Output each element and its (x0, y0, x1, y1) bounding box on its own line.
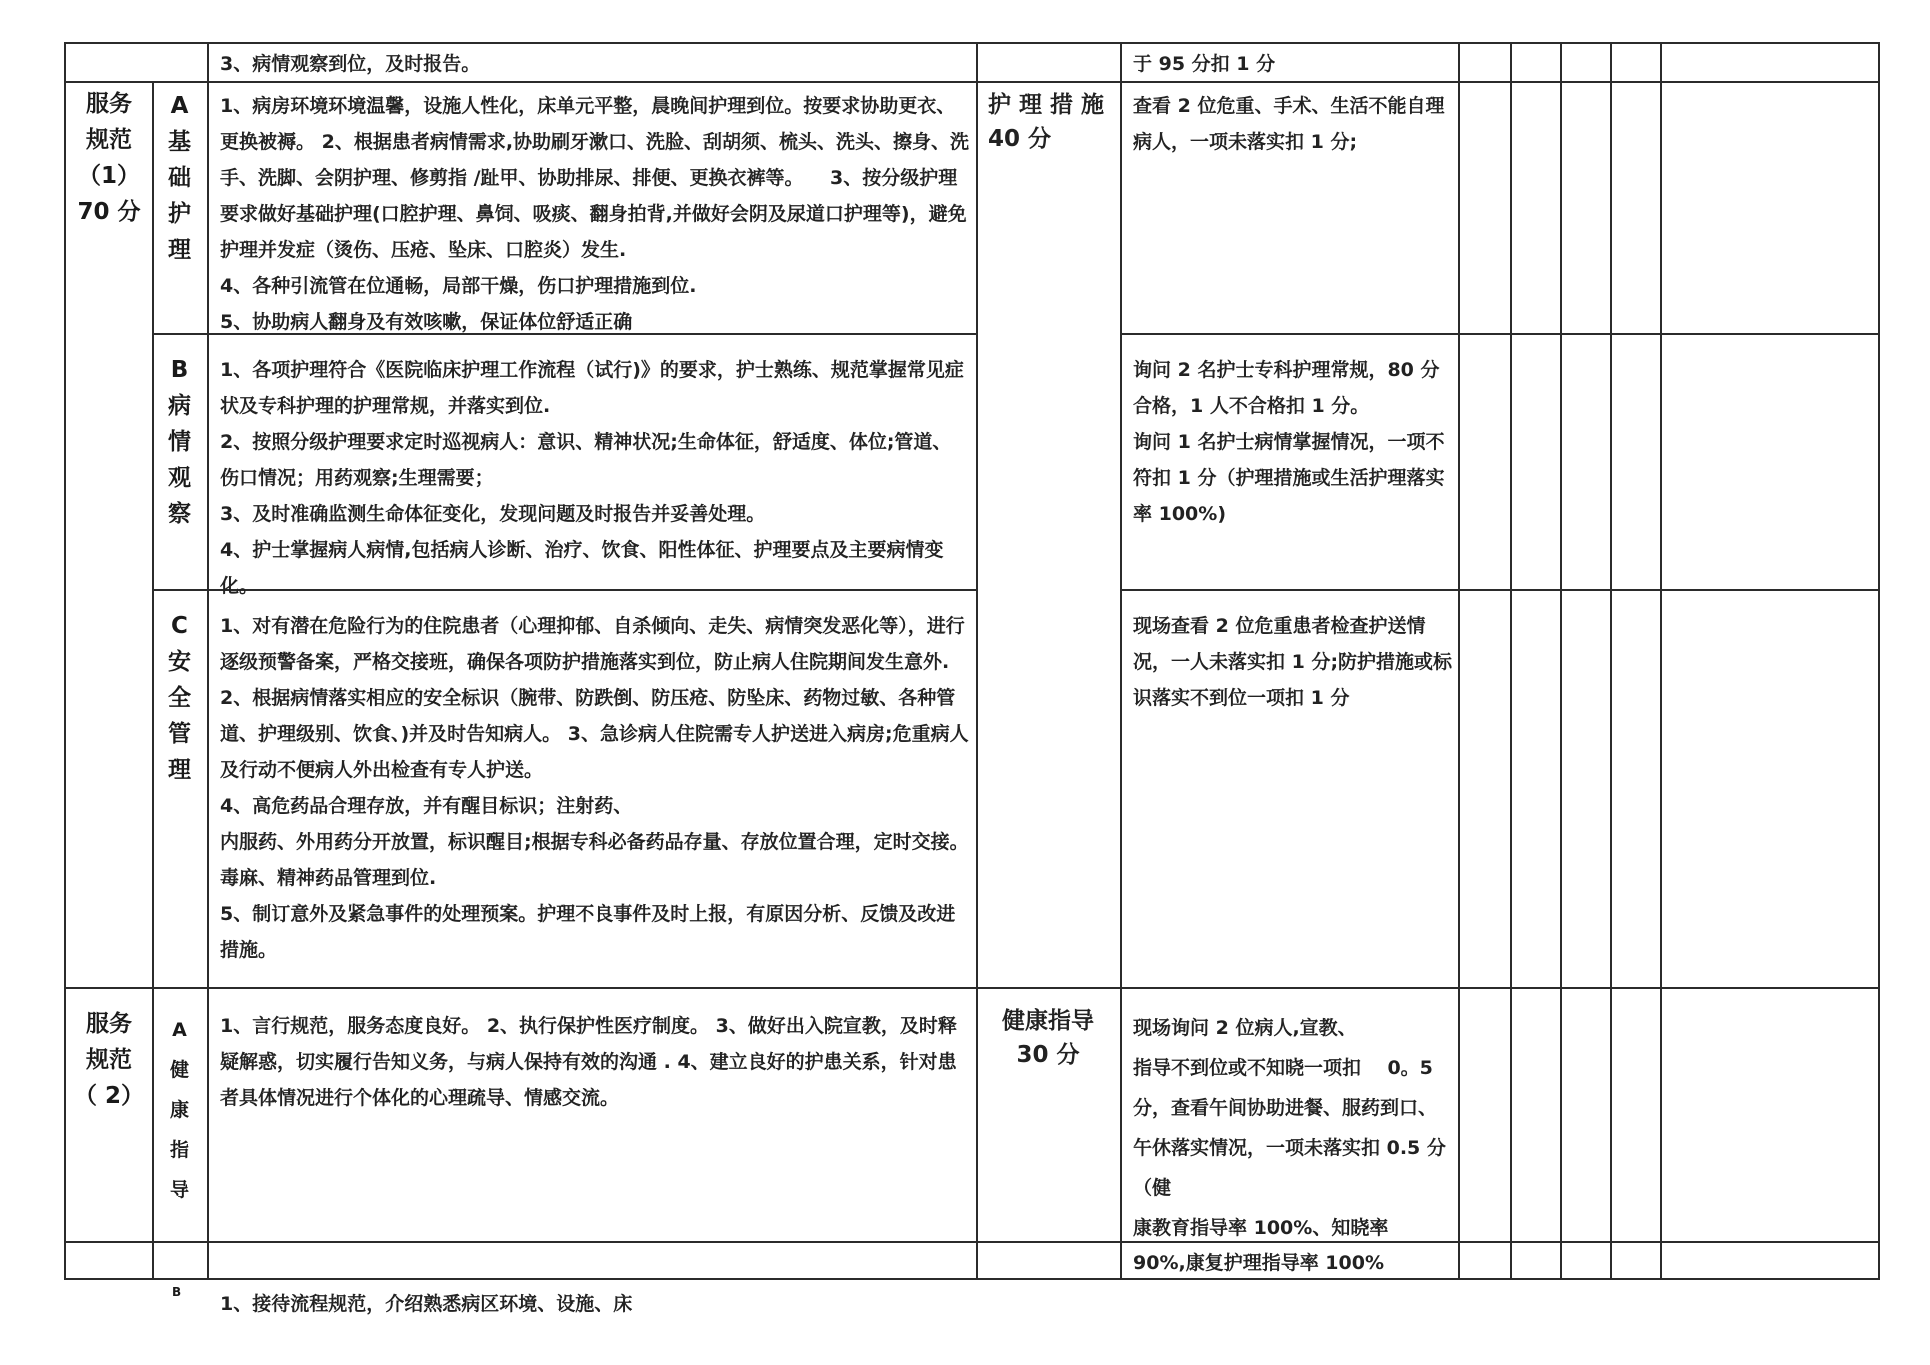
row0-content: 3、病情观察到位，及时报告。 (220, 53, 481, 75)
row-c-content: 1、对有潜在危险行为的住院患者（心理抑郁、自杀倾向、走失、病情突发恶化等），进行逐级预警备案，严格交接班，确保各项防护措施落实到位，防止病人住院期间发生意外. 2、根据病情落实相应的安全标识（腕带、防跌倒、防压疮、防坠床、药物过敏、各种管道、护理级别、饮食、)并及时告知病人。 3、急诊病人住院需专人护送进入病房;危重病人及行动不便病人外出检查有专人护送。 4、高危药品合理存放，并有醒目标识；注射药、 内服药、外用药分开放置，标识醒目;根据专科必备药品存量、存放位置合理，定时交接。毒麻、精神药品管理到位. 5、制订意外及紧急事件的处理预案。护理不良事件及时上报，有原因分析、反馈及改进措施。 (220, 615, 969, 961)
table-rule (64, 1278, 1880, 1280)
table-rule (1560, 42, 1562, 1279)
table-rule (1120, 589, 1880, 591)
table-rule (1878, 42, 1880, 1279)
table-rule (64, 987, 1880, 989)
footer-content: 1、接待流程规范，介绍熟悉病区环境、设施、床 (220, 1293, 633, 1315)
row-b-subcategory: B 病 情 观 察 (168, 357, 191, 527)
row-b-content: 1、各项护理符合《医院临床护理工作流程（试行)》的要求，护士熟练、规范掌握常见症状及专科护理的护理常规，并落实到位. 2、按照分级护理要求定时巡视病人：意识、精神状况;生命体征，舒适度、体位;管道、伤口情况；用药观察;生理需要； 3、及时准确监测生命体征变化，发现问题及时报告并妥善处理。 4、护士掌握病人病情,包括病人诊断、治疗、饮食、阳性体征、护理要点及主要病情变化。 (220, 359, 964, 597)
table-rule (1458, 42, 1460, 1279)
row-c-subcategory: C 安 全 管 理 (168, 613, 191, 783)
table-rule (976, 42, 978, 1279)
health-content: 1、言行规范，服务态度良好。 2、执行保护性医疗制度。 3、做好出入院宣教，及时释疑解惑，切实履行告知义务，与病人保持有效的沟通 . 4、建立良好的护患关系，针对患者具体情况进行个体化的心理疏导、情感交流。 (220, 1015, 957, 1109)
row-a-content: 1、病房环境环境温馨，设施人性化，床单元平整，晨晚间护理到位。按要求协助更衣、更换被褥。 2、根据患者病情需求,协助刷牙漱口、洗脸、刮胡须、梳头、洗头、擦身、洗手、洗脚、会阴护理、修剪指 /趾甲、协助排尿、排便、更换衣裤等。 3、按分级护理要求做好基础护理(口腔护理、鼻饲、吸痰、翻身拍背,并做好会阴及尿道口护理等)，避免护理并发症（烫伤、压疮、坠床、口腔炎）发生. 4、各种引流管在位通畅，局部干燥，伤口护理措施到位. 5、协助病人翻身及有效咳嗽，保证体位舒适正确 (220, 95, 970, 333)
section1-label: 服务 规范 （1） 70 分 (77, 91, 141, 225)
section1-category: 护 理 措 施 40 分 (988, 92, 1105, 152)
last-row-criteria: 90%,康复护理指导率 100% (1133, 1252, 1385, 1274)
row-c-criteria: 现场查看 2 位危重患者检查护送情况，一人未落实扣 1 分;防护措施或标识落实不到位一项扣 1 分 (1133, 615, 1453, 709)
section2-category: 健康指导 30 分 (1002, 1008, 1094, 1068)
health-subcategory: A 健 康 指 导 (169, 1019, 189, 1201)
table-rule (1660, 42, 1662, 1279)
table-rule (1510, 42, 1512, 1279)
table-rule (1120, 42, 1122, 1279)
section2-label: 服务 规范 （ 2） (73, 1011, 144, 1109)
row0-criteria: 于 95 分扣 1 分 (1133, 53, 1276, 75)
table-rule (64, 1241, 1880, 1243)
row-b-criteria: 询问 2 名护士专科护理常规，80 分合格，1 人不合格扣 1 分。 询问 1 名护士病情掌握情况，一项不符扣 1 分（护理措施或生活护理落实率 100%) (1133, 359, 1445, 525)
table-rule (1610, 42, 1612, 1279)
health-criteria: 现场询问 2 位病人,宣教、 指导不到位或不知晓一项扣 0。5 分，查看午间协助进餐、服药到口、午休落实情况，一项未落实扣 0.5 分 （健 康教育指导率 100%、知晓率 (1133, 1017, 1446, 1239)
table-rule (1120, 333, 1880, 335)
row-a-criteria: 查看 2 位危重、手术、生活不能自理病人，一项未落实扣 1 分; (1133, 95, 1445, 153)
table-rule (207, 42, 209, 1279)
table-rule (64, 42, 1880, 44)
footer-subcategory: B (172, 1285, 182, 1299)
row-a-subcategory: A 基 础 护 理 (168, 93, 191, 263)
